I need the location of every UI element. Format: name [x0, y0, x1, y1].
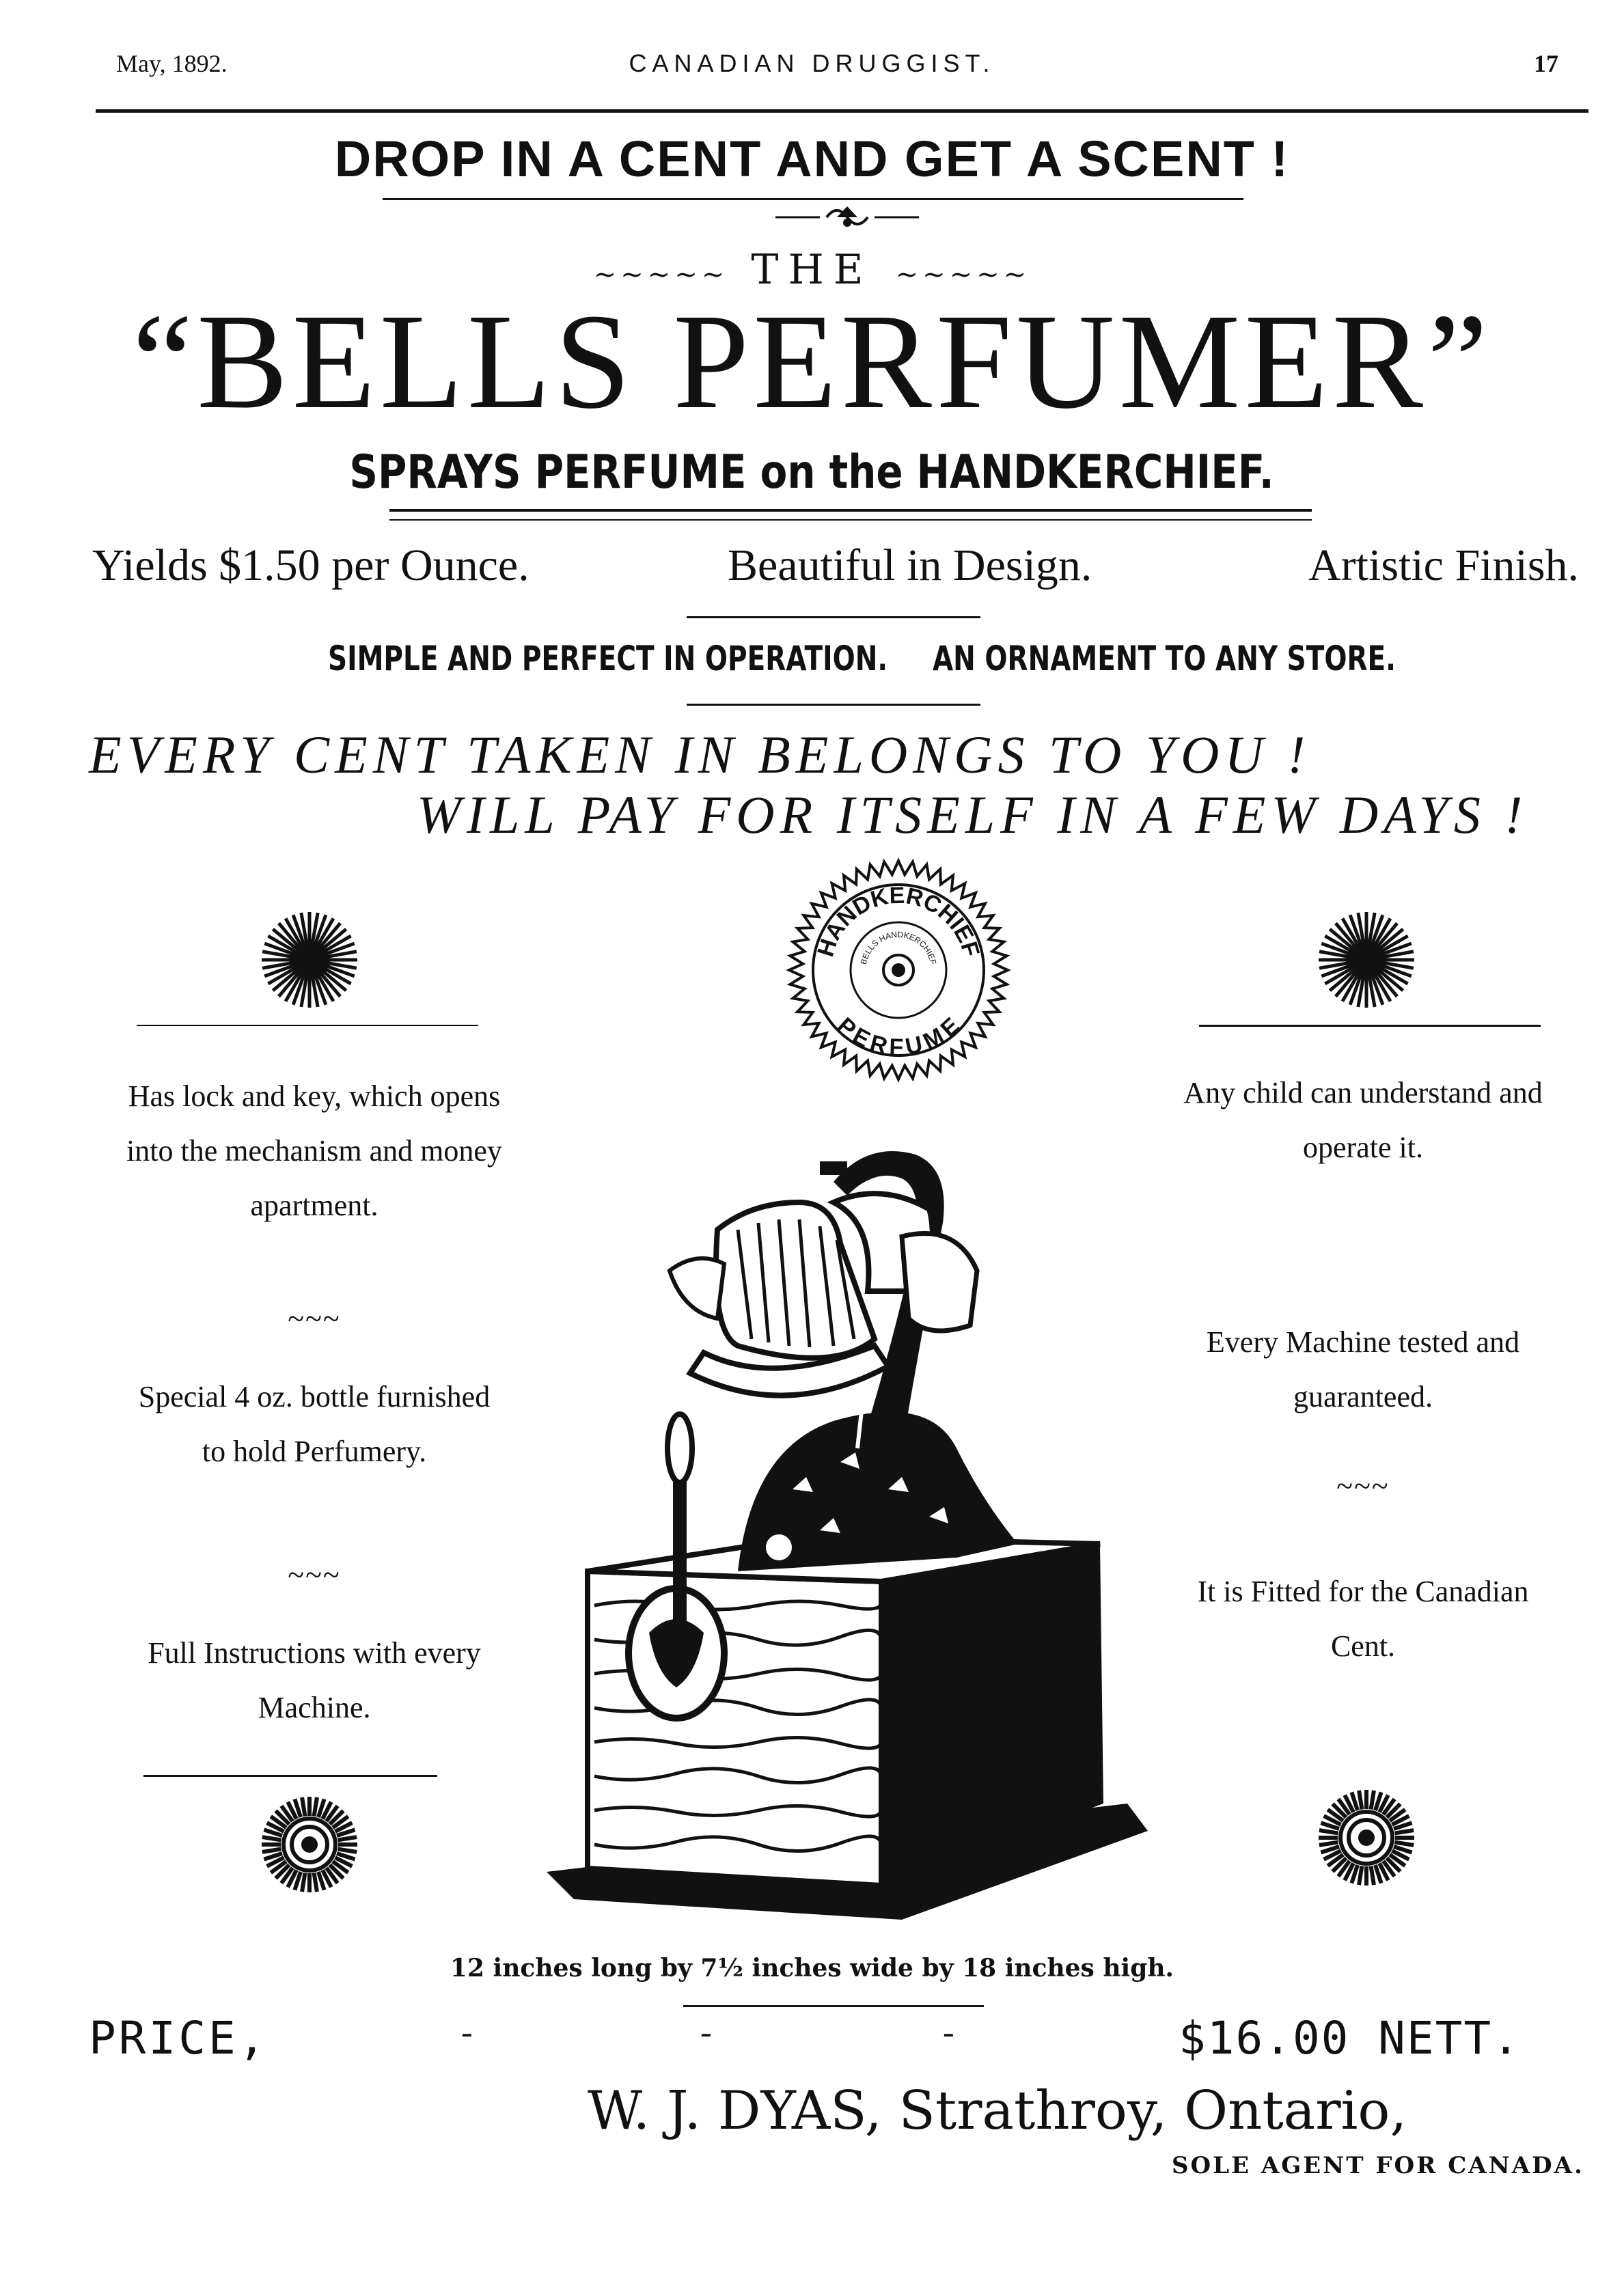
header-rule: [96, 109, 1588, 113]
feature-yields: Yields $1.50 per Ounce.: [92, 540, 529, 590]
product-name: “BELLS PERFUMER”: [132, 286, 1492, 437]
features-rule: [687, 616, 980, 618]
subtitle-rule-1: [389, 509, 1312, 512]
perfumer-machine-illustration: [547, 1066, 1148, 1920]
caption-rule: [683, 2005, 984, 2007]
left-bottom-rule: [143, 1775, 437, 1777]
right-feature-1: Any child can understand and operate it.: [1183, 1076, 1543, 1164]
price-amount: $16.00 NETT.: [1179, 2012, 1521, 2065]
page-number: 17: [1534, 50, 1558, 77]
the-label: THE: [751, 246, 873, 294]
left-feature-3: Full Instructions with every Machine.: [148, 1636, 481, 1724]
price-label: PRICE,: [89, 2012, 269, 2065]
left-feature-2: Special 4 oz. bottle furnished to hold Perfumery.: [138, 1380, 491, 1468]
sunburst-icon: [258, 909, 361, 1011]
left-column-rule: [137, 1025, 478, 1026]
tagline-line2: WILL PAY FOR ITSELF IN A FEW DAYS !: [417, 785, 1528, 844]
ornament-icon: [772, 202, 922, 234]
feature-design: Beautiful in Design.: [728, 540, 1092, 590]
headline-rule: [383, 198, 1243, 200]
operation-right: AN ORNAMENT TO ANY STORE.: [933, 639, 1396, 678]
headline: DROP IN A CENT AND GET A SCENT !: [334, 130, 1290, 187]
agent-name: W. J. DYAS, Strathroy, Ontario,: [588, 2080, 1407, 2142]
left-feature-1: Has lock and key, which opens into the mechanism and money apartment.: [126, 1079, 502, 1222]
journal-title: CANADIAN DRUGGIST.: [629, 49, 995, 77]
left-separator-1: ~~~: [288, 1302, 341, 1336]
right-separator: ~~~: [1336, 1469, 1390, 1503]
rosette-icon: [258, 1793, 361, 1896]
price-dash-3: -: [943, 2013, 954, 2051]
agent-role: SOLE AGENT FOR CANADA.: [1172, 2152, 1584, 2179]
seal-inner-text: BELLS HANDKERCHIEF: [858, 929, 939, 966]
subtitle-rule-2: [389, 519, 1312, 521]
sunburst-icon: [1315, 909, 1418, 1011]
seal-top-text: HANDKERCHIEF: [812, 882, 985, 960]
right-feature-2: Every Machine tested and guaranteed.: [1206, 1325, 1520, 1413]
dimensions-caption: 12 inches long by 7½ inches wide by 18 inches high.: [450, 1954, 1174, 1983]
operation-rule: [687, 704, 980, 706]
rosette-icon: [1315, 1786, 1418, 1889]
issue-date: May, 1892.: [116, 50, 228, 77]
seal-icon: [786, 857, 1011, 1083]
feature-finish: Artistic Finish.: [1308, 540, 1580, 590]
left-separator-2: ~~~: [288, 1558, 341, 1592]
subtitle: SPRAYS PERFUME on the HANDKERCHIEF.: [349, 445, 1275, 499]
operation-left: SIMPLE AND PERFECT IN OPERATION.: [328, 639, 888, 678]
price-dash-2: -: [700, 2013, 712, 2051]
right-column-rule: [1199, 1025, 1541, 1027]
seal-bottom-text: PERFUME: [832, 1012, 965, 1061]
right-feature-3: It is Fitted for the Canadian Cent.: [1197, 1575, 1529, 1663]
tagline-line1: EVERY CENT TAKEN IN BELONGS TO YOU !: [89, 725, 1311, 784]
price-dash-1: -: [461, 2013, 473, 2051]
